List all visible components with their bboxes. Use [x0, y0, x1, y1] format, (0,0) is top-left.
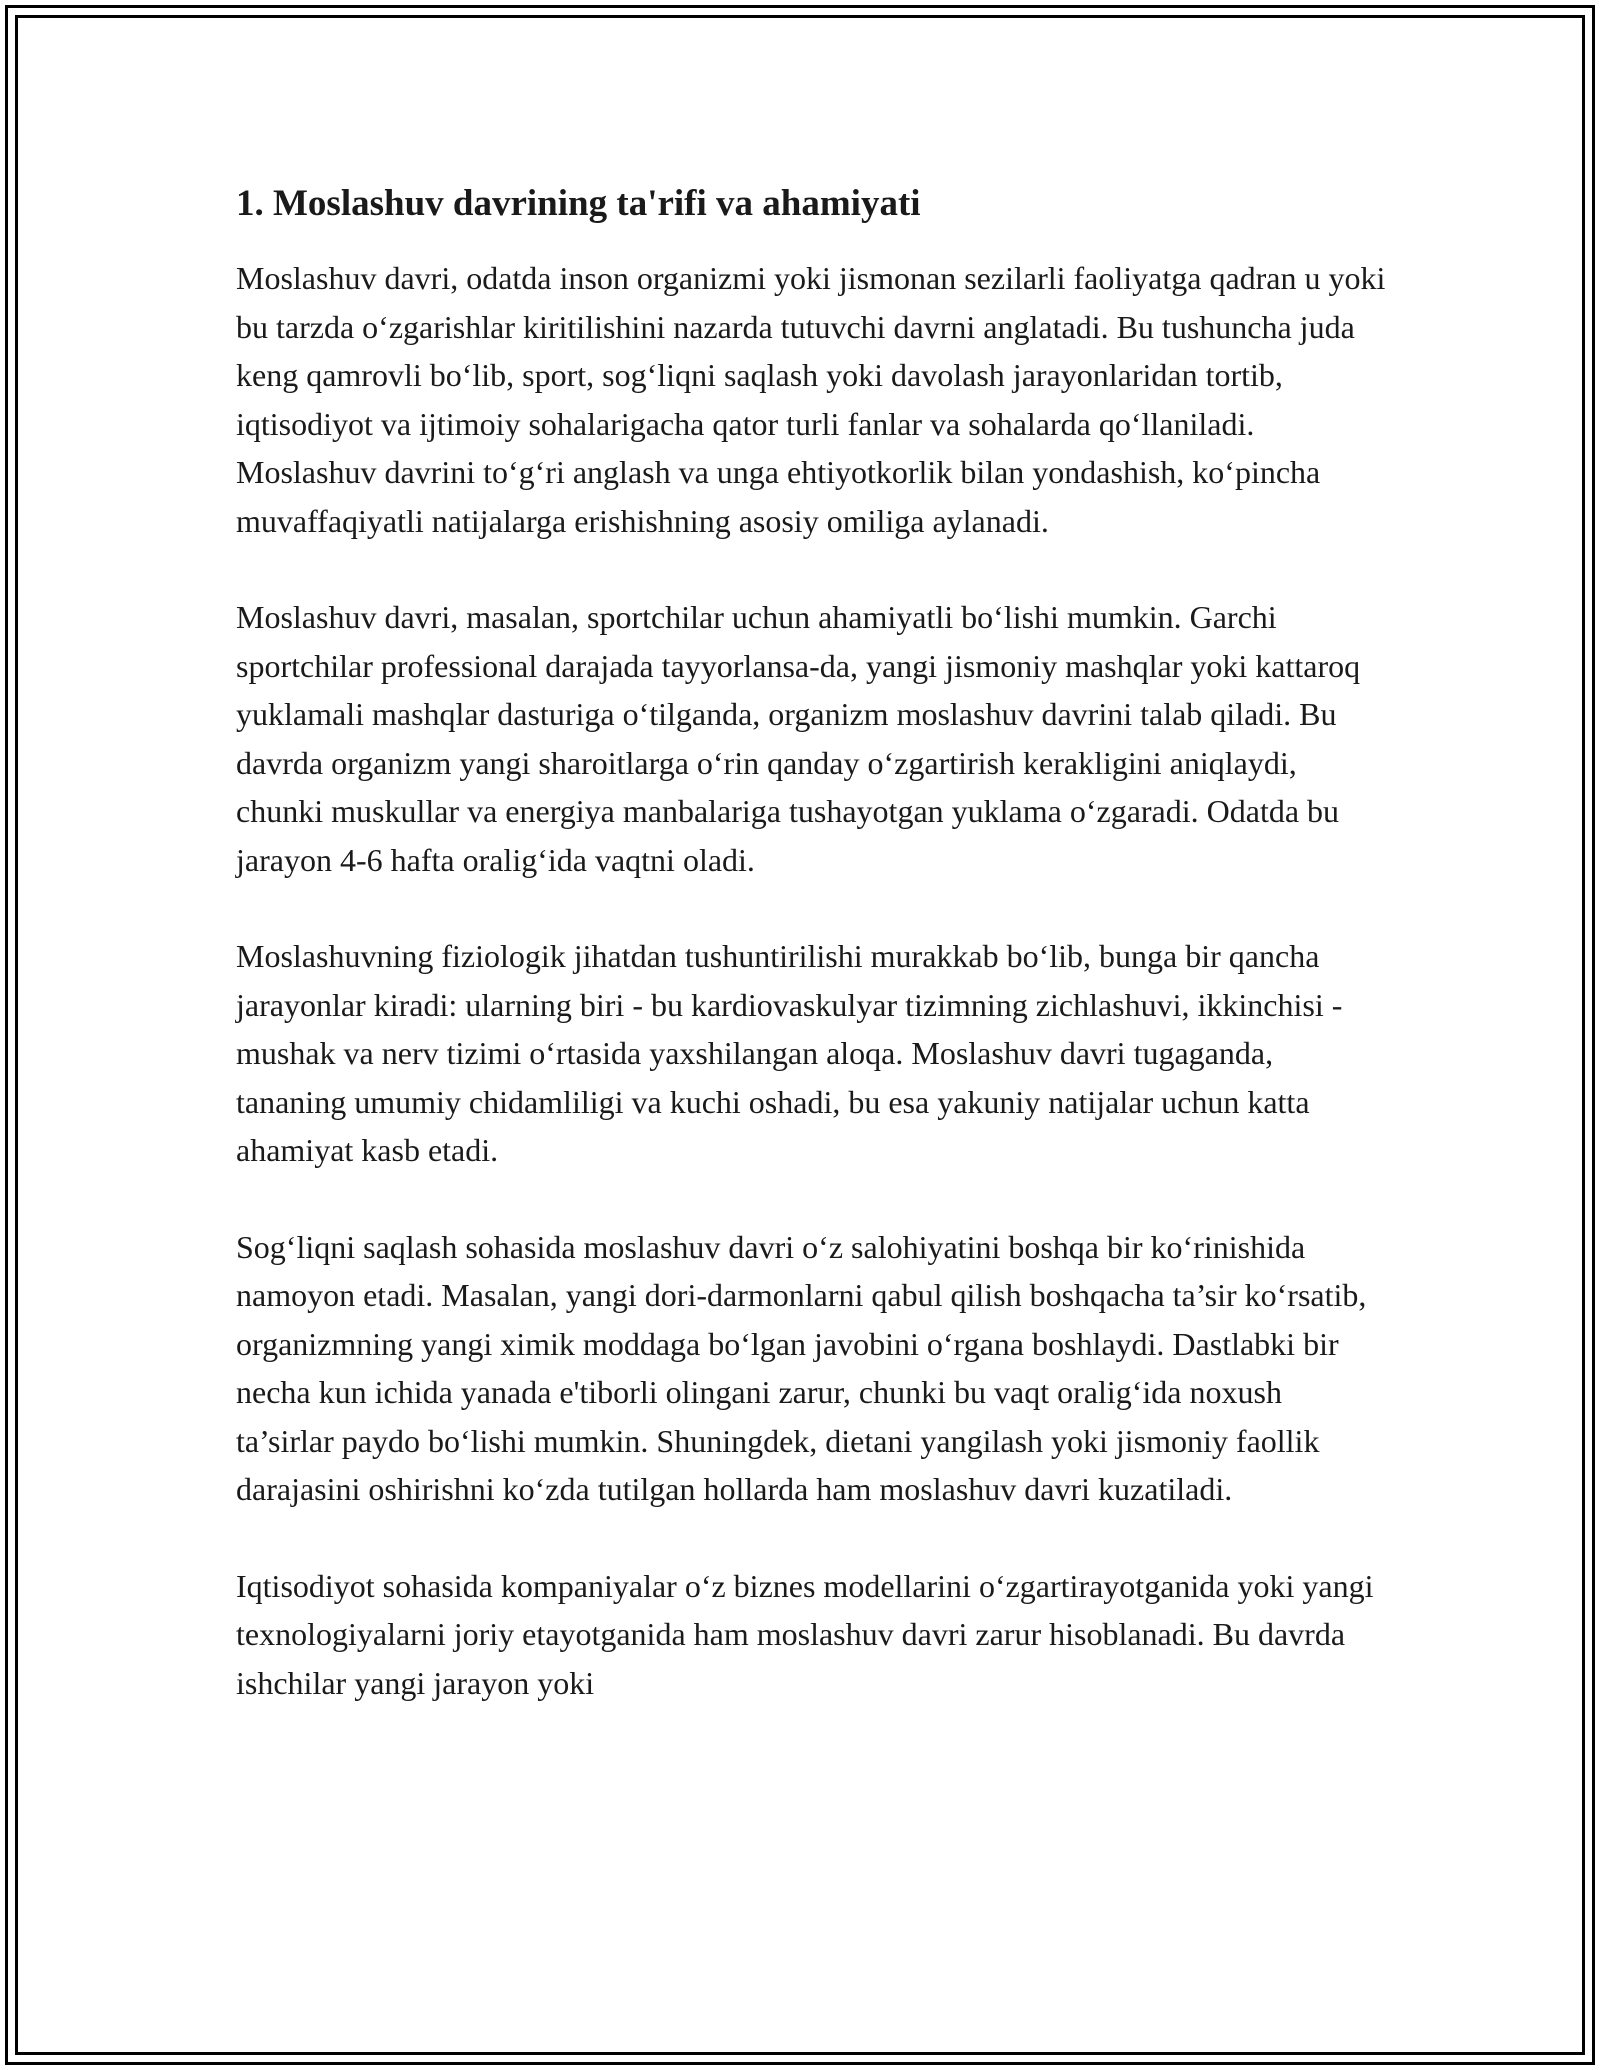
paragraph-3: Moslashuvning fiziologik jihatdan tushuntirilishi murakkab bo‘lib, bunga bir qancha jarayonlar kiradi: ularning biri - bu kardiovaskulyar tizimning zichlashuvi, ikkinchisi - mushak va nerv tizimi o‘rtasida yaxshilangan aloqa. Moslashuv davri tugaganda, tananing umumiy chidamliligi va kuchi oshadi, bu esa yakuniy natijalar uchun katta ahamiyat kasb etadi.	[236, 938, 1343, 1168]
paragraph-2: Moslashuv davri, masalan, sportchilar uchun ahamiyatli bo‘lishi mumkin. Garchi sportchilar professional darajada tayyorlansa-da, yangi jismoniy mashqlar yoki kattaroq yuklamali mashqlar dasturiga o‘tilganda, organizm moslashuv davrini talab qiladi. Bu davrda organizm yangi sharoitlarga o‘rin qanday o‘zgartirish kerakligini aniqlaydi, chunki muskullar va energiya manbalariga tushayotgan yuklama o‘zgaradi. Odatda bu jarayon 4-6 hafta oralig‘ida vaqtni oladi.	[236, 599, 1361, 878]
paragraph-4: Sog‘liqni saqlash sohasida moslashuv davri o‘z salohiyatini boshqa bir ko‘rinishida namoyon etadi. Masalan, yangi dori-darmonlarni qabul qilish boshqacha ta’sir ko‘rsatib, organizmning yangi ximik moddaga bo‘lgan javobini o‘rgana boshlaydi. Dastlabki bir necha kun ichida yanada e'tiborli olingani zarur, chunki bu vaqt oralig‘ida noxush ta’sirlar paydo bo‘lishi mumkin. Shuningdek, dietani yangilash yoki jismoniy faollik darajasini oshirishni ko‘zda tutilgan hollarda ham moslashuv davri kuzatiladi.	[236, 1228, 1367, 1507]
paragraph-1: Moslashuv davri, odatda inson organizmi yoki jismonan sezilarli faoliyatga qadran u yoki bu tarzda o‘zgarishlar kiritilishini nazarda tutuvchi davrni anglatadi. Bu tushuncha juda keng qamrovli bo‘lib, sport, sog‘liqni saqlash yoki davolash jarayonlaridan tortib, iqtisodiyot va ijtimoiy sohalarigacha qator turli fanlar va sohalarda qo‘llaniladi. Moslashuv davrini to‘g‘ri anglash va unga ehtiyotkorlik bilan yondashish, ko‘pincha muvaffaqiyatli natijalarga erishishning asosiy omiliga aylanadi.	[236, 260, 1386, 539]
document-body	[236, 180, 1386, 1707]
paragraph-5: Iqtisodiyot sohasida kompaniyalar o‘z biznes modellarini o‘zgartirayotganida yoki yangi texnologiyalarni joriy etayotganida ham moslashuv davri zarur hisoblanadi. Bu davrda ishchilar yangi jarayon yoki	[236, 1567, 1374, 1701]
section-heading: 1. Moslashuv davrining ta'rifi va ahamiyati	[236, 183, 921, 224]
